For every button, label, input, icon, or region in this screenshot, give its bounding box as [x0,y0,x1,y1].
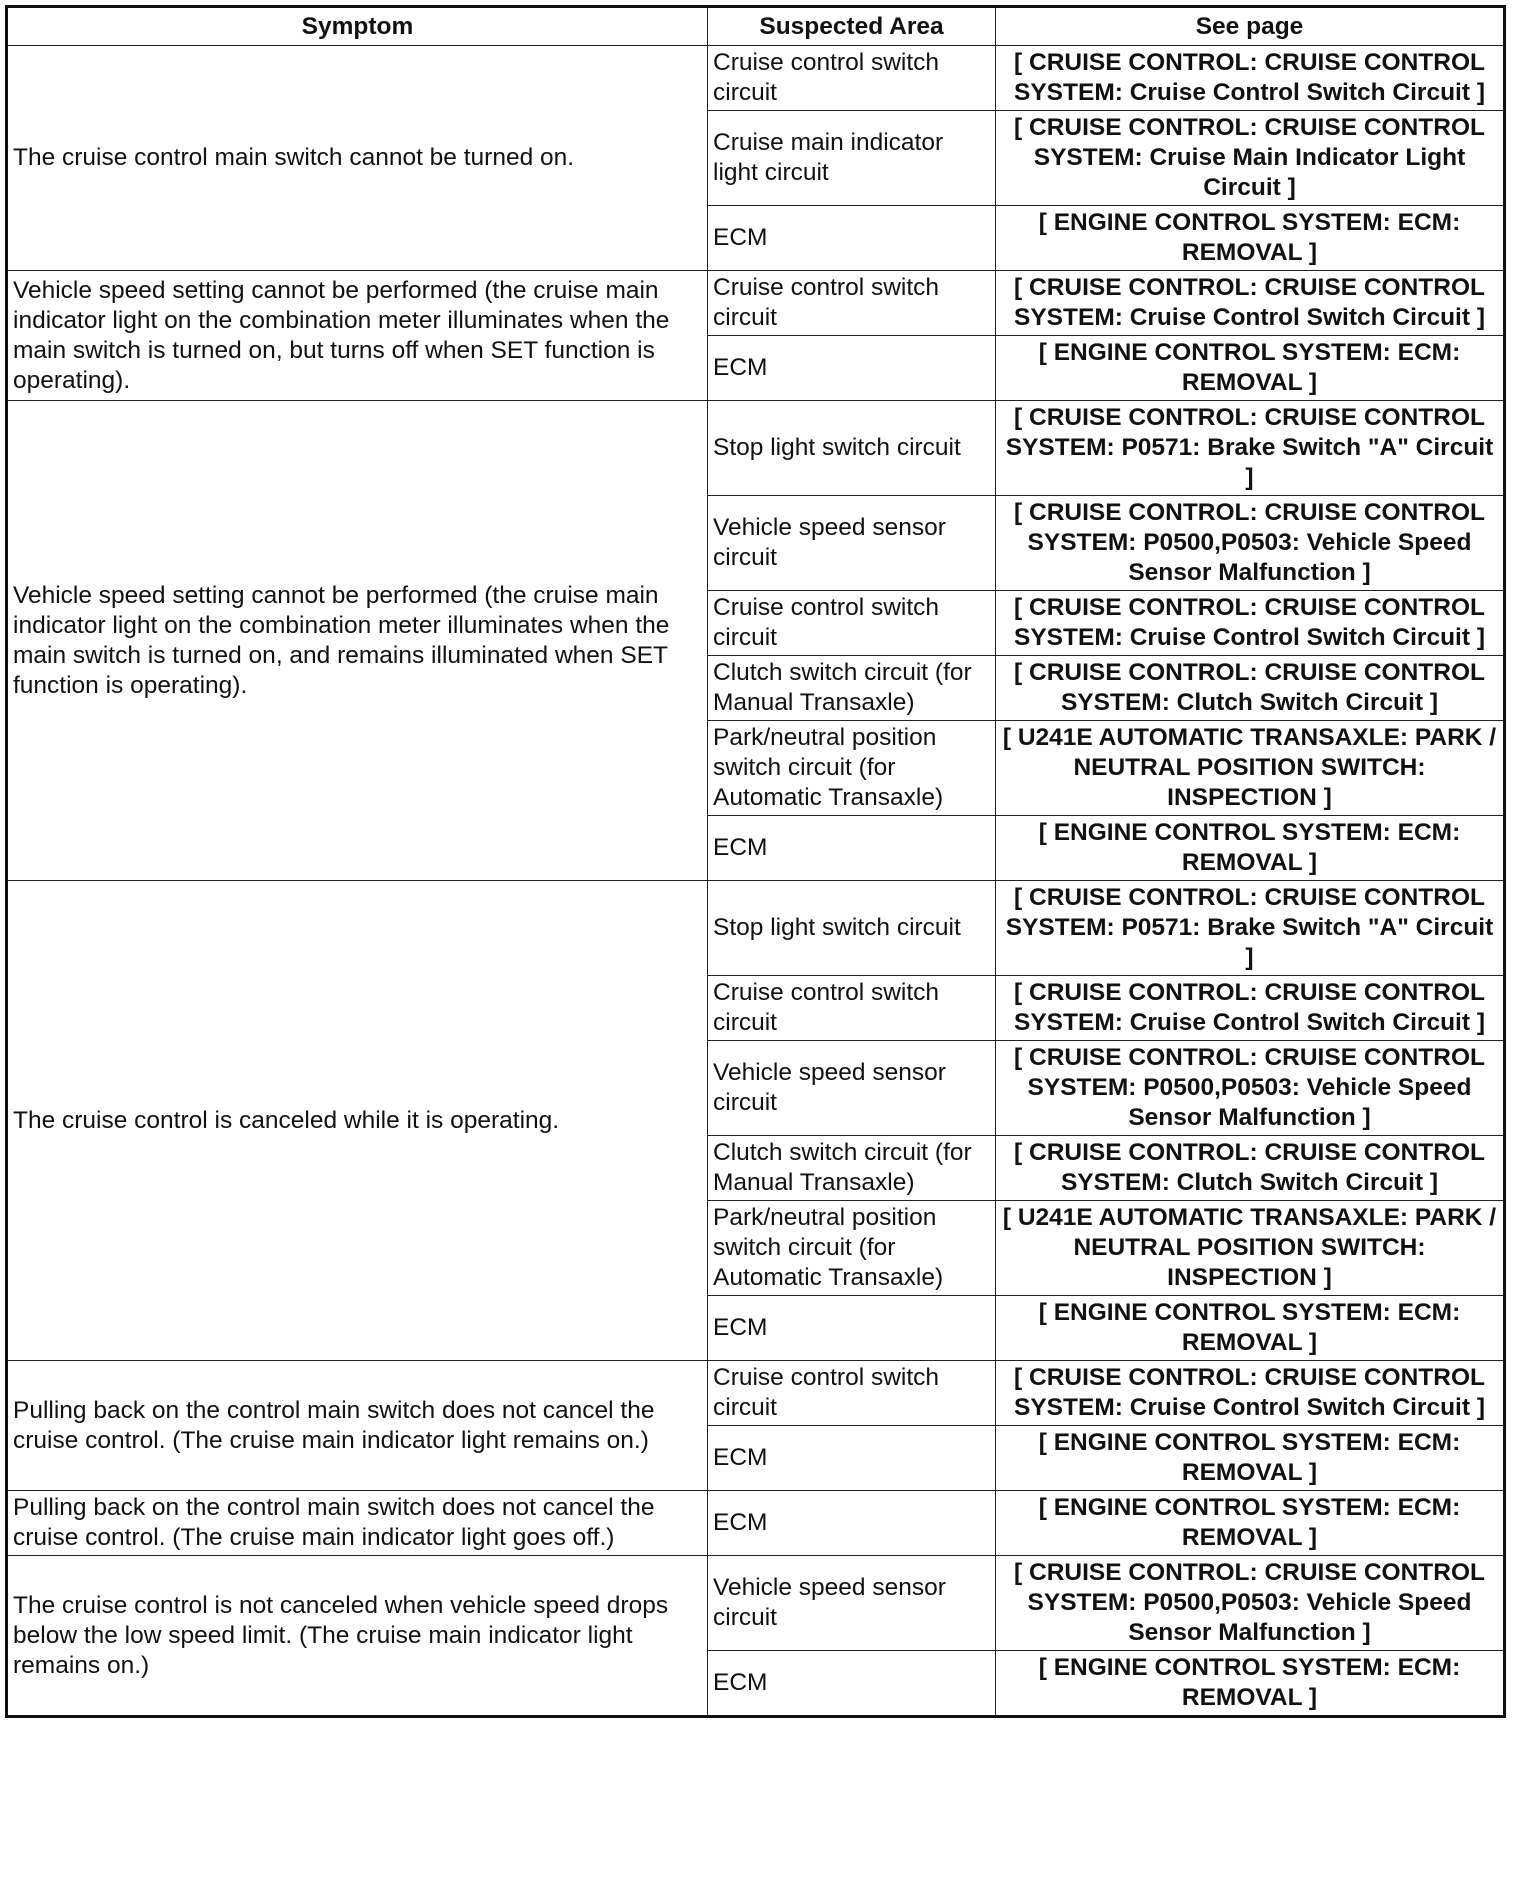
table-row [7,1556,1505,1651]
see-page-reference: [ CRUISE CONTROL: CRUISE CONTROL SYSTEM: P0571: Brake Switch "A" Circuit ] [996,881,1505,976]
see-page-reference: [ CRUISE CONTROL: CRUISE CONTROL SYSTEM: P0571: Brake Switch "A" Circuit ] [996,401,1505,496]
table-body [7,46,1505,1717]
see-page-reference: [ CRUISE CONTROL: CRUISE CONTROL SYSTEM: Cruise Main Indicator Light Circuit ] [996,111,1505,206]
suspected-area-cell: Clutch switch circuit (for Manual Transaxle) [708,1136,996,1201]
suspected-area-cell: Cruise control switch circuit [708,591,996,656]
suspected-area-cell: ECM [708,336,996,401]
symptom-cell: Pulling back on the control main switch does not cancel the cruise control. (The cruise main indicator light remains on.) [7,1361,708,1491]
table-row [7,881,1505,976]
suspected-area-cell: Cruise main indicator light circuit [708,111,996,206]
suspected-area-cell: ECM [708,1426,996,1491]
suspected-area-cell: Clutch switch circuit (for Manual Transaxle) [708,656,996,721]
header-row [7,7,1505,46]
suspected-area-cell: Cruise control switch circuit [708,976,996,1041]
table-row [7,401,1505,496]
suspected-area-cell: ECM [708,816,996,881]
table-row [7,46,1505,111]
see-page-reference: [ CRUISE CONTROL: CRUISE CONTROL SYSTEM: Cruise Control Switch Circuit ] [996,46,1505,111]
suspected-area-cell: Cruise control switch circuit [708,46,996,111]
header-suspected-area: Suspected Area [708,7,996,46]
suspected-area-cell: Park/neutral position switch circuit (for Automatic Transaxle) [708,721,996,816]
suspected-area-cell: ECM [708,206,996,271]
suspected-area-cell: ECM [708,1296,996,1361]
see-page-reference: [ CRUISE CONTROL: CRUISE CONTROL SYSTEM: Clutch Switch Circuit ] [996,1136,1505,1201]
see-page-reference: [ CRUISE CONTROL: CRUISE CONTROL SYSTEM: P0500,P0503: Vehicle Speed Sensor Malfunction ] [996,1041,1505,1136]
table-row [7,271,1505,336]
see-page-reference: [ CRUISE CONTROL: CRUISE CONTROL SYSTEM: Cruise Control Switch Circuit ] [996,1361,1505,1426]
suspected-area-cell: ECM [708,1491,996,1556]
header-see-page: See page [996,7,1505,46]
see-page-reference: [ CRUISE CONTROL: CRUISE CONTROL SYSTEM: Cruise Control Switch Circuit ] [996,591,1505,656]
header-symptom: Symptom [7,7,708,46]
see-page-reference: [ ENGINE CONTROL SYSTEM: ECM: REMOVAL ] [996,1491,1505,1556]
see-page-reference: [ CRUISE CONTROL: CRUISE CONTROL SYSTEM: P0500,P0503: Vehicle Speed Sensor Malfunction ] [996,496,1505,591]
see-page-reference: [ U241E AUTOMATIC TRANSAXLE: PARK / NEUTRAL POSITION SWITCH: INSPECTION ] [996,721,1505,816]
suspected-area-cell: ECM [708,1651,996,1717]
see-page-reference: [ CRUISE CONTROL: CRUISE CONTROL SYSTEM: P0500,P0503: Vehicle Speed Sensor Malfunction ] [996,1556,1505,1651]
suspected-area-cell: Vehicle speed sensor circuit [708,496,996,591]
symptom-cell: Vehicle speed setting cannot be performed (the cruise main indicator light on the combination meter illuminates when the main switch is turned on, but turns off when SET function is operating). [7,271,708,401]
see-page-reference: [ ENGINE CONTROL SYSTEM: ECM: REMOVAL ] [996,1651,1505,1717]
symptom-cell: Pulling back on the control main switch does not cancel the cruise control. (The cruise main indicator light goes off.) [7,1491,708,1556]
suspected-area-cell: Stop light switch circuit [708,401,996,496]
see-page-reference: [ CRUISE CONTROL: CRUISE CONTROL SYSTEM: Clutch Switch Circuit ] [996,656,1505,721]
see-page-reference: [ ENGINE CONTROL SYSTEM: ECM: REMOVAL ] [996,336,1505,401]
table-row [7,1361,1505,1426]
table-header [7,7,1505,46]
table-row [7,1491,1505,1556]
suspected-area-cell: Vehicle speed sensor circuit [708,1041,996,1136]
see-page-reference: [ CRUISE CONTROL: CRUISE CONTROL SYSTEM: Cruise Control Switch Circuit ] [996,271,1505,336]
see-page-reference: [ CRUISE CONTROL: CRUISE CONTROL SYSTEM: Cruise Control Switch Circuit ] [996,976,1505,1041]
symptom-cell: The cruise control is not canceled when vehicle speed drops below the low speed limit. (The cruise main indicator light remains on.) [7,1556,708,1717]
see-page-reference: [ ENGINE CONTROL SYSTEM: ECM: REMOVAL ] [996,1296,1505,1361]
suspected-area-cell: Park/neutral position switch circuit (for Automatic Transaxle) [708,1201,996,1296]
symptom-cell: Vehicle speed setting cannot be performed (the cruise main indicator light on the combination meter illuminates when the main switch is turned on, and remains illuminated when SET function is operating). [7,401,708,881]
see-page-reference: [ ENGINE CONTROL SYSTEM: ECM: REMOVAL ] [996,1426,1505,1491]
suspected-area-cell: Cruise control switch circuit [708,271,996,336]
symptom-cell: The cruise control is canceled while it is operating. [7,881,708,1361]
see-page-reference: [ ENGINE CONTROL SYSTEM: ECM: REMOVAL ] [996,206,1505,271]
problem-symptoms-table [5,5,1506,1718]
suspected-area-cell: Cruise control switch circuit [708,1361,996,1426]
suspected-area-cell: Vehicle speed sensor circuit [708,1556,996,1651]
suspected-area-cell: Stop light switch circuit [708,881,996,976]
see-page-reference: [ U241E AUTOMATIC TRANSAXLE: PARK / NEUTRAL POSITION SWITCH: INSPECTION ] [996,1201,1505,1296]
symptom-cell: The cruise control main switch cannot be turned on. [7,46,708,271]
see-page-reference: [ ENGINE CONTROL SYSTEM: ECM: REMOVAL ] [996,816,1505,881]
